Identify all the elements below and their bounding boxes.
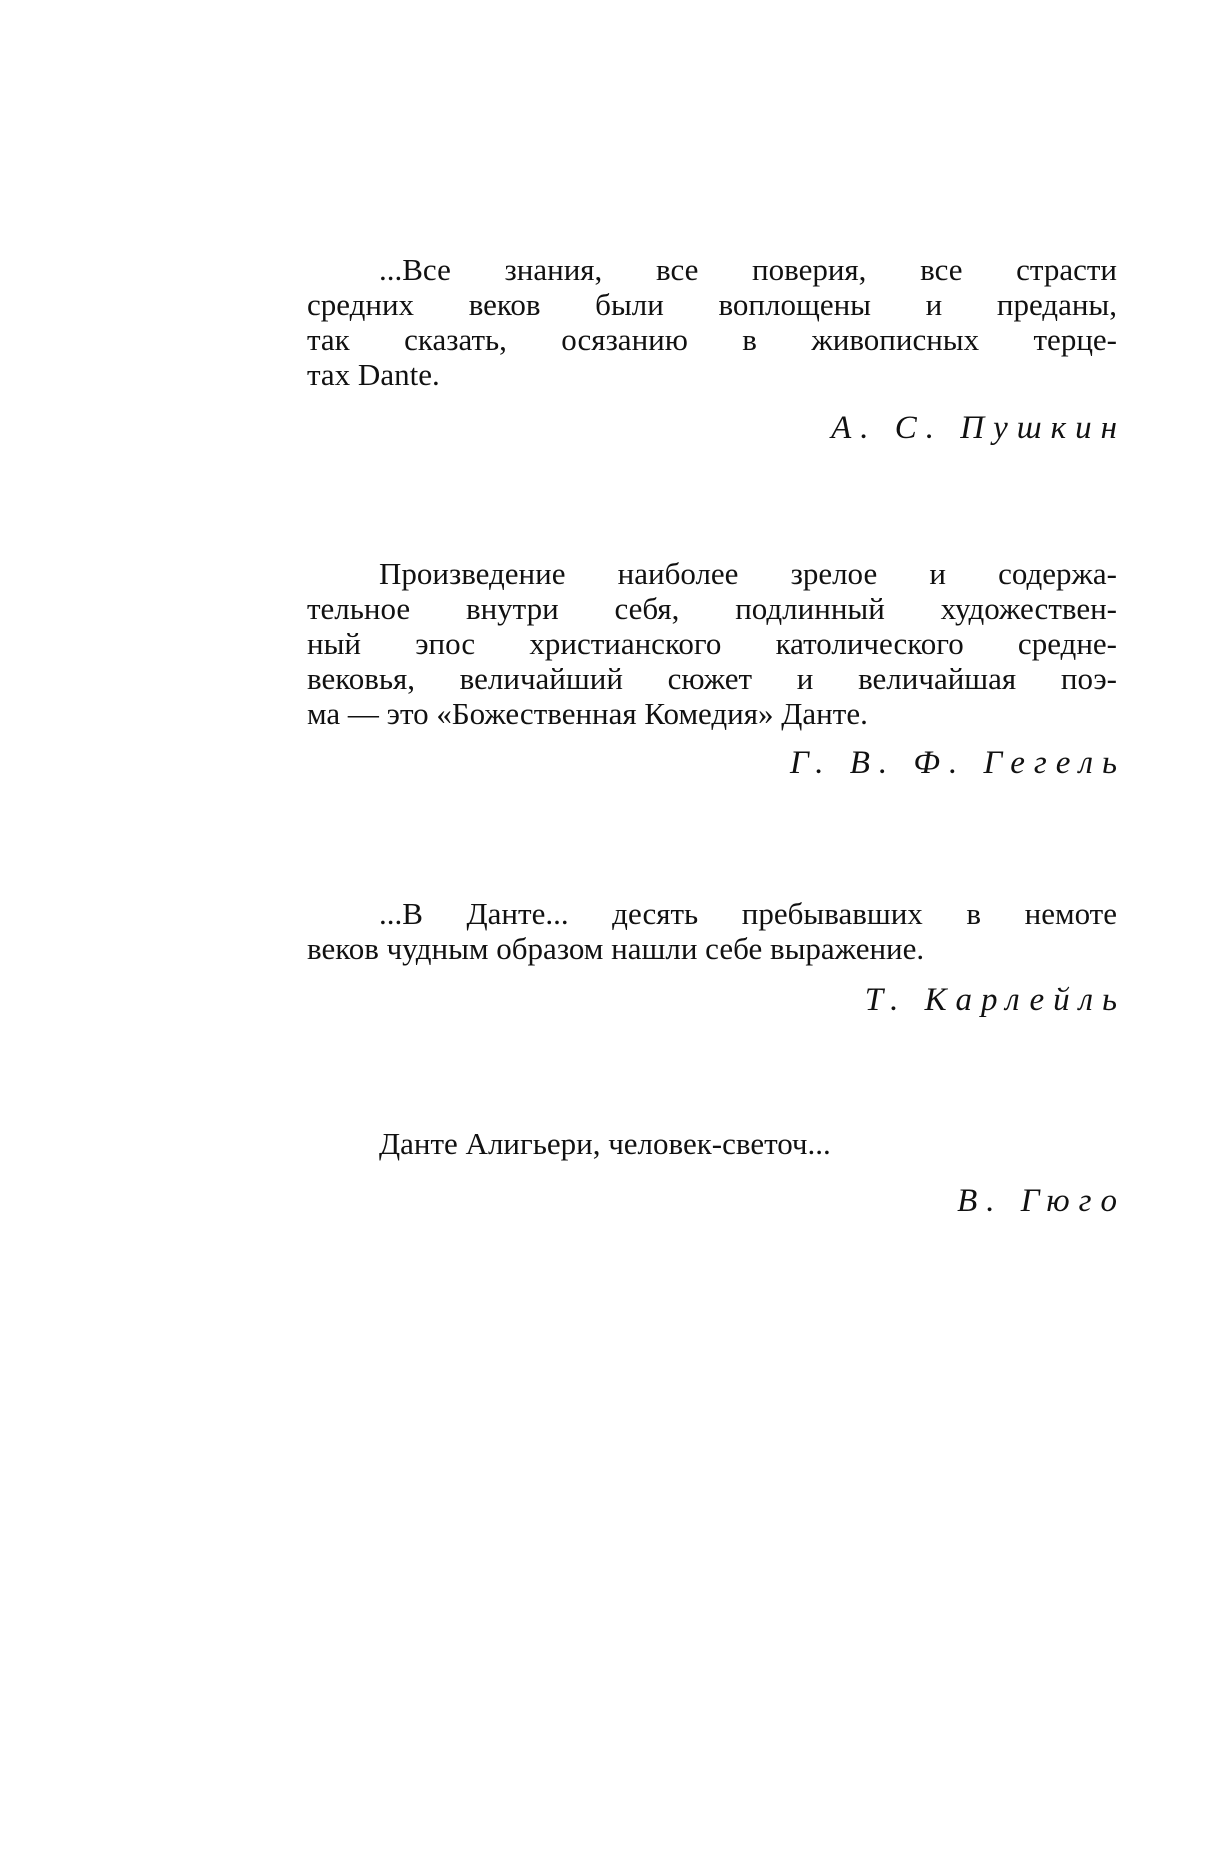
epigraph-author: В. Гюго — [957, 1183, 1126, 1219]
epigraph-author: А. С. Пушкин — [831, 410, 1126, 446]
quote-line: ный эпос христианского католического средне- — [307, 626, 1117, 661]
quote-line: так сказать, осязанию в живописных терце- — [307, 322, 1117, 357]
quote-line: вековья, величайший сюжет и величайшая поэ- — [307, 661, 1117, 696]
epigraph-hegel — [307, 556, 1126, 782]
quote-line: ма — это «Божественная Комедия» Данте. — [307, 696, 868, 731]
epigraph-hugo — [307, 1126, 1126, 1220]
quote-line: веков чудным образом нашли себе выражение. — [307, 931, 925, 966]
quote-line: ...В Данте... десять пребывавших в немоте — [379, 896, 1117, 931]
quote-line: тах Dante. — [307, 357, 440, 392]
epigraph-carlyle — [307, 896, 1126, 1019]
epigraph-pushkin — [307, 252, 1126, 447]
quote-line: ...Все знания, все поверия, все страсти — [379, 252, 1117, 287]
quote-line: тельное внутри себя, подлинный художествен- — [307, 591, 1117, 626]
quote-line: Данте Алигьери, человек-светоч... — [379, 1126, 831, 1161]
quote-line: Произведение наиболее зрелое и содержа- — [379, 556, 1117, 591]
epigraph-author: Т. Карлейль — [864, 982, 1126, 1018]
epigraph-author: Г. В. Ф. Гегель — [789, 745, 1126, 781]
quote-line: средних веков были воплощены и преданы, — [307, 287, 1117, 322]
